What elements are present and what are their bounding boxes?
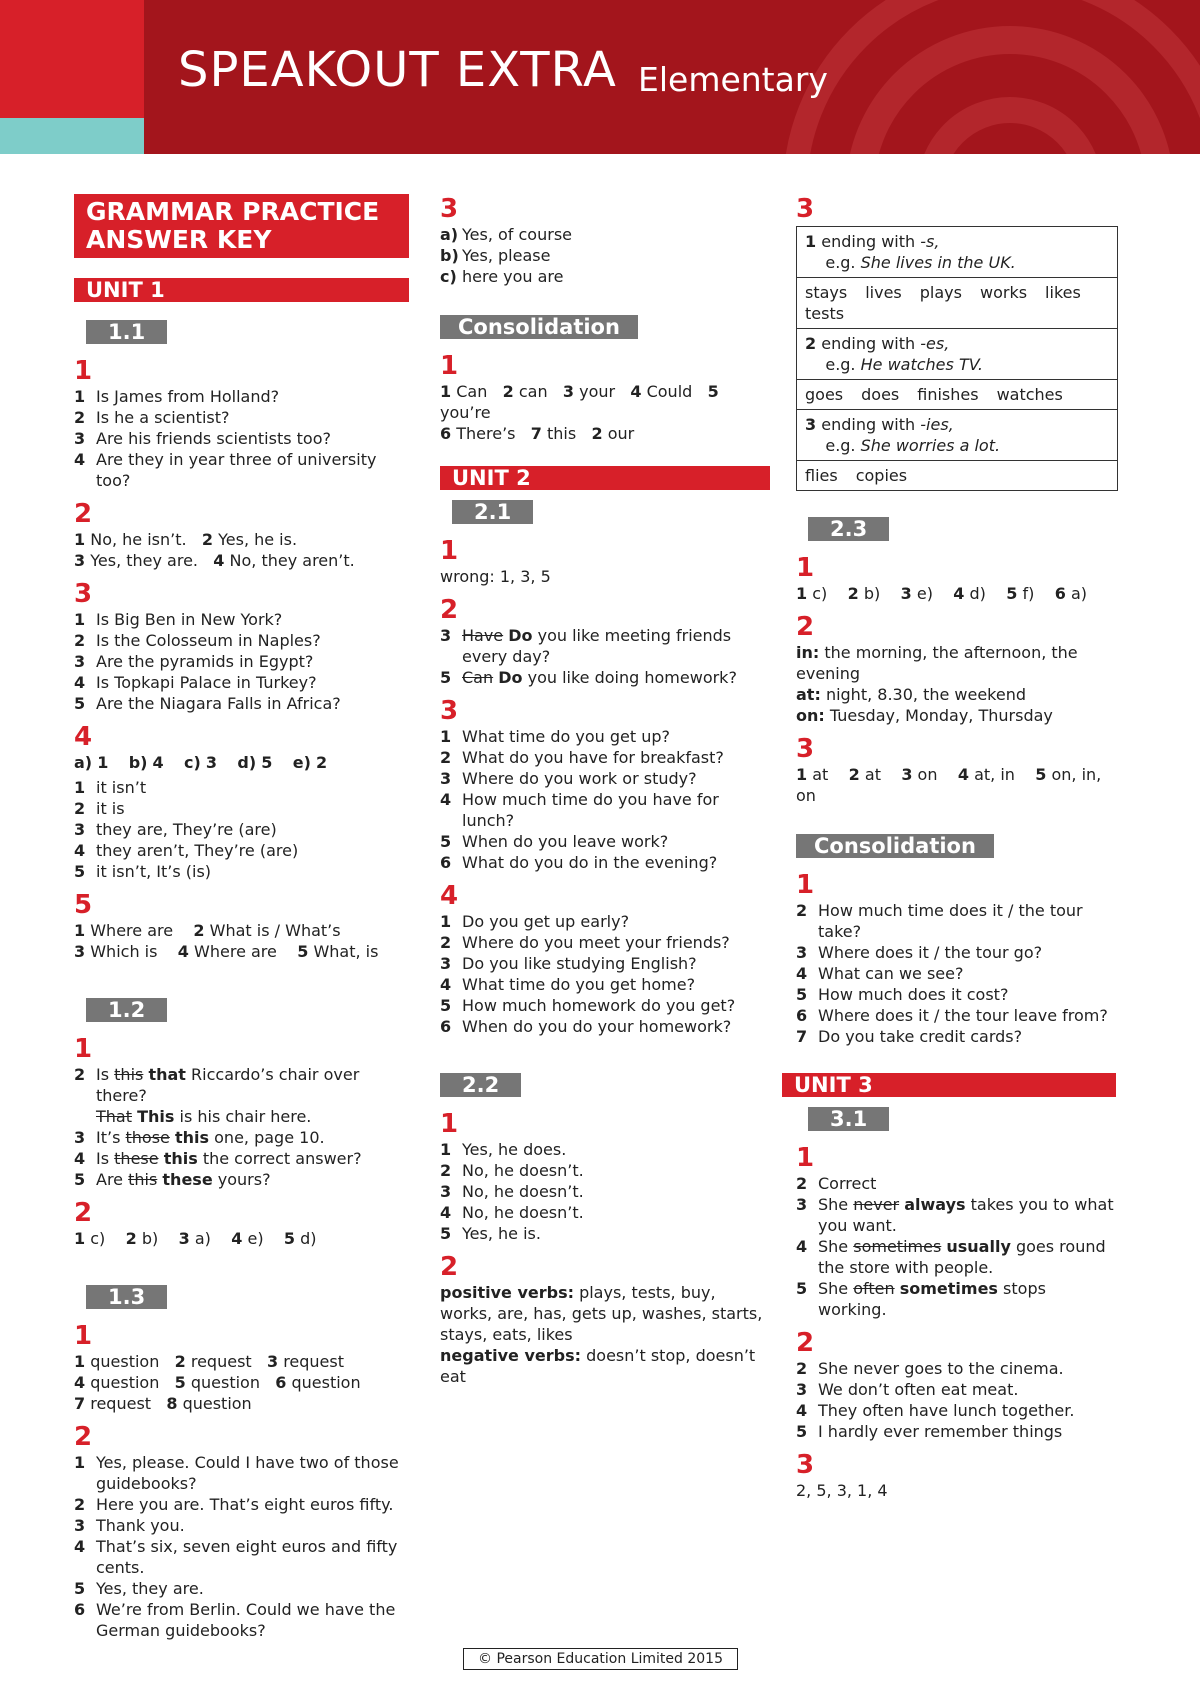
- answer-line: 4 What can we see?: [796, 964, 964, 983]
- answer-line: 2 Is the Colosseum in Naples?: [74, 631, 321, 650]
- answer-key-title-2: ANSWER KEY: [86, 225, 272, 254]
- exercise-number: 2: [796, 612, 815, 642]
- answer-line: 5 I hardly ever remember things: [796, 1422, 1063, 1441]
- answer-line: 6 When do you do your homework?: [440, 1017, 732, 1036]
- exercise-number: 2: [440, 595, 459, 625]
- answer-line: 1 Yes, he does.: [440, 1140, 567, 1159]
- answer-line: 1 No, he isn’t. 2 Yes, he is.: [74, 530, 298, 549]
- match-line: a) 1 b) 4 c) 3 d) 5 e) 2: [74, 753, 328, 772]
- answer-line: 1 question 2 request 3 request: [74, 1352, 345, 1371]
- exercise-number: 4: [440, 881, 459, 911]
- answer-line: 5 Yes, they are.: [74, 1579, 204, 1598]
- table-cell: goes does finishes watches: [797, 380, 1118, 410]
- column-2: [440, 194, 770, 1387]
- answer-line: 3 Thank you.: [74, 1516, 185, 1535]
- answer-line: 3 Where do you work or study?: [440, 769, 697, 788]
- answer-line: 1 it isn’t: [74, 778, 147, 797]
- match-line: 1 c) 2 b) 3 e) 4 d) 5 f) 6 a): [796, 584, 1087, 603]
- exercise-number: 3: [796, 194, 815, 224]
- exercise-number: 2: [74, 1198, 93, 1228]
- exercise-number: 1: [796, 870, 815, 900]
- answer-line: wrong: 1, 3, 5: [440, 567, 551, 586]
- answer-line: 2 Is this that Riccardo’s chair over there? That This is his chair here.: [74, 1065, 360, 1126]
- answer-line: 1 What time do you get up?: [440, 727, 671, 746]
- exercise-number: 1: [440, 536, 459, 566]
- copyright-footer: © Pearson Education Limited 2015: [463, 1648, 738, 1670]
- answer-line: 5 How much does it cost?: [796, 985, 1009, 1004]
- exercise-number: 2: [440, 1252, 459, 1282]
- table-cell: flies copies: [797, 461, 1118, 491]
- answer-line: 1 Is James from Holland?: [74, 387, 280, 406]
- answer-line: 4 No, he doesn’t.: [440, 1203, 584, 1222]
- answer-line: 1 Yes, please. Could I have two of those guidebooks?: [74, 1453, 399, 1493]
- answer-line: 1 Can 2 can 3 your 4 Could 5 you’re: [440, 382, 719, 422]
- consolidation-heading: Consolidation: [796, 834, 994, 858]
- table-cell: 2 ending with -es, e.g. He watches TV.: [797, 329, 1118, 380]
- answer-line: 5 Yes, he is.: [440, 1224, 541, 1243]
- lesson-heading: 2.2: [440, 1073, 521, 1097]
- answer-line: 2 it is: [74, 799, 125, 818]
- lesson-heading: 3.1: [808, 1107, 889, 1131]
- lesson-heading: 1.3: [86, 1285, 167, 1309]
- answer-line: 4 Is Topkapi Palace in Turkey?: [74, 673, 317, 692]
- exercise-number: 1: [796, 553, 815, 583]
- lesson-heading: 2.3: [808, 517, 889, 541]
- answer-line: 3 We don’t often eat meat.: [796, 1380, 1019, 1399]
- answer-line: 4 She sometimes usually goes round the store with people.: [796, 1237, 1106, 1277]
- exercise-number: 3: [74, 579, 93, 609]
- answer-line: 3 Do you like studying English?: [440, 954, 697, 973]
- answer-line: 2 She never goes to the cinema.: [796, 1359, 1064, 1378]
- exercise-number: 3: [440, 696, 459, 726]
- exercise-number: 5: [74, 890, 93, 920]
- answer-line: 4 What time do you get home?: [440, 975, 696, 994]
- table-cell: stays lives plays works likes tests: [797, 278, 1118, 329]
- exercise-number: 3: [796, 1450, 815, 1480]
- answer-key-title-1: GRAMMAR PRACTICE: [86, 197, 380, 226]
- answer-line: 2 Where do you meet your friends?: [440, 933, 730, 952]
- answer-line: 6 There’s 7 this 2 our: [440, 424, 635, 443]
- answer-line: 4 question 5 question 6 question: [74, 1373, 361, 1392]
- answer-line: 2 How much time does it / the tour take?: [796, 901, 1083, 941]
- lesson-heading: 2.1: [452, 500, 533, 524]
- unit-heading: UNIT 1: [74, 278, 409, 302]
- answer-line: 3 Are the pyramids in Egypt?: [74, 652, 314, 671]
- exercise-number: 2: [74, 499, 93, 529]
- answer-line: 1 Do you get up early?: [440, 912, 630, 931]
- answer-line: in: the morning, the afternoon, the evening: [796, 643, 1078, 683]
- answer-line: 2 Here you are. That’s eight euros fifty.: [74, 1495, 394, 1514]
- exercise-number: 1: [74, 1321, 93, 1351]
- page-title: SPEAKOUT EXTRA: [178, 42, 617, 98]
- answer-line: 3 It’s those this one, page 10.: [74, 1128, 325, 1147]
- answer-line: 3 Where does it / the tour go?: [796, 943, 1043, 962]
- answer-line: negative verbs: doesn’t stop, doesn’t eat: [440, 1346, 756, 1386]
- unit-heading: UNIT 3: [782, 1073, 1116, 1097]
- answer-line: 4 Is these this the correct answer?: [74, 1149, 362, 1168]
- consolidation-heading: Consolidation: [440, 315, 638, 339]
- answer-key-heading: [74, 194, 409, 258]
- answer-line: 4 they aren’t, They’re (are): [74, 841, 299, 860]
- answer-line: 6 We’re from Berlin. Could we have the German guidebooks?: [74, 1600, 396, 1640]
- match-line: 1 c) 2 b) 3 a) 4 e) 5 d): [74, 1229, 317, 1248]
- answer-line: 1 Where are 2 What is / What’s: [74, 921, 341, 940]
- answer-line: 4 They often have lunch together.: [796, 1401, 1075, 1420]
- answer-line: 7 Do you take credit cards?: [796, 1027, 1023, 1046]
- table-cell: 3 ending with -ies, e.g. She worries a lot.: [797, 410, 1118, 461]
- exercise-number: 2: [796, 1328, 815, 1358]
- answer-line: positive verbs: plays, tests, buy, works, are, has, gets up, washes, starts, stays, eats, likes: [440, 1283, 763, 1344]
- answer-line: 4 That’s six, seven eight euros and fifty cents.: [74, 1537, 398, 1577]
- exercise-number: 1: [74, 356, 93, 386]
- answer-line: 5 Can Do you like doing homework?: [440, 668, 737, 687]
- answer-line: 3 Yes, they are. 4 No, they aren’t.: [74, 551, 355, 570]
- answer-line: b) Yes, please: [440, 246, 551, 265]
- exercise-number: 3: [796, 734, 815, 764]
- answer-line: 6 What do you do in the evening?: [440, 853, 718, 872]
- lesson-heading: 1.2: [86, 998, 167, 1022]
- answer-line: 3 they are, They’re (are): [74, 820, 277, 839]
- column-1: [74, 194, 409, 1641]
- exercise-number: 3: [440, 194, 459, 224]
- answer-line: c) here you are: [440, 267, 564, 286]
- answer-line: 1 Is Big Ben in New York?: [74, 610, 283, 629]
- unit-heading: UNIT 2: [440, 466, 770, 490]
- answer-line: 3 Which is 4 Where are 5 What, is: [74, 942, 379, 961]
- answer-line: 5 it isn’t, It’s (is): [74, 862, 212, 881]
- table-cell: 1 ending with -s, e.g. She lives in the UK.: [797, 227, 1118, 278]
- answer-line: 5 How much homework do you get?: [440, 996, 736, 1015]
- answer-line: 7 request 8 question: [74, 1394, 252, 1413]
- match-line: 1 at 2 at 3 on 4 at, in 5 on, in, on: [796, 765, 1102, 805]
- level-label: Elementary: [638, 60, 828, 99]
- answer-line: 2 Correct: [796, 1174, 877, 1193]
- answer-line: at: night, 8.30, the weekend: [796, 685, 1027, 704]
- answer-line: 3 Have Do you like meeting friends every day?: [440, 626, 732, 666]
- answer-line: 5 Are this these yours?: [74, 1170, 271, 1189]
- answer-line: 4 Are they in year three of university too?: [74, 450, 377, 490]
- header-banner: [0, 0, 1200, 154]
- answer-line: 5 She often sometimes stops working.: [796, 1279, 1046, 1319]
- answer-line: 2, 5, 3, 1, 4: [796, 1481, 888, 1500]
- answer-line: 4 How much time do you have for lunch?: [440, 790, 719, 830]
- exercise-number: 1: [74, 1034, 93, 1064]
- answer-line: 6 Where does it / the tour leave from?: [796, 1006, 1108, 1025]
- answer-line: 3 No, he doesn’t.: [440, 1182, 584, 1201]
- lesson-heading: 1.1: [86, 320, 167, 344]
- exercise-number: 1: [796, 1143, 815, 1173]
- answer-line: a) Yes, of course: [440, 225, 572, 244]
- exercise-number: 1: [440, 351, 459, 381]
- exercise-number: 1: [440, 1109, 459, 1139]
- answer-line: 2 Is he a scientist?: [74, 408, 230, 427]
- answer-line: 2 No, he doesn’t.: [440, 1161, 584, 1180]
- column-3: [796, 194, 1116, 1501]
- verb-endings-table: [796, 226, 1118, 491]
- answer-line: 3 She never always takes you to what you want.: [796, 1195, 1114, 1235]
- answer-line: 5 Are the Niagara Falls in Africa?: [74, 694, 341, 713]
- exercise-number: 2: [74, 1422, 93, 1452]
- exercise-number: 4: [74, 722, 93, 752]
- answer-line: 5 When do you leave work?: [440, 832, 669, 851]
- answer-line: 3 Are his friends scientists too?: [74, 429, 331, 448]
- answer-line: on: Tuesday, Monday, Thursday: [796, 706, 1053, 725]
- answer-line: 2 What do you have for breakfast?: [440, 748, 724, 767]
